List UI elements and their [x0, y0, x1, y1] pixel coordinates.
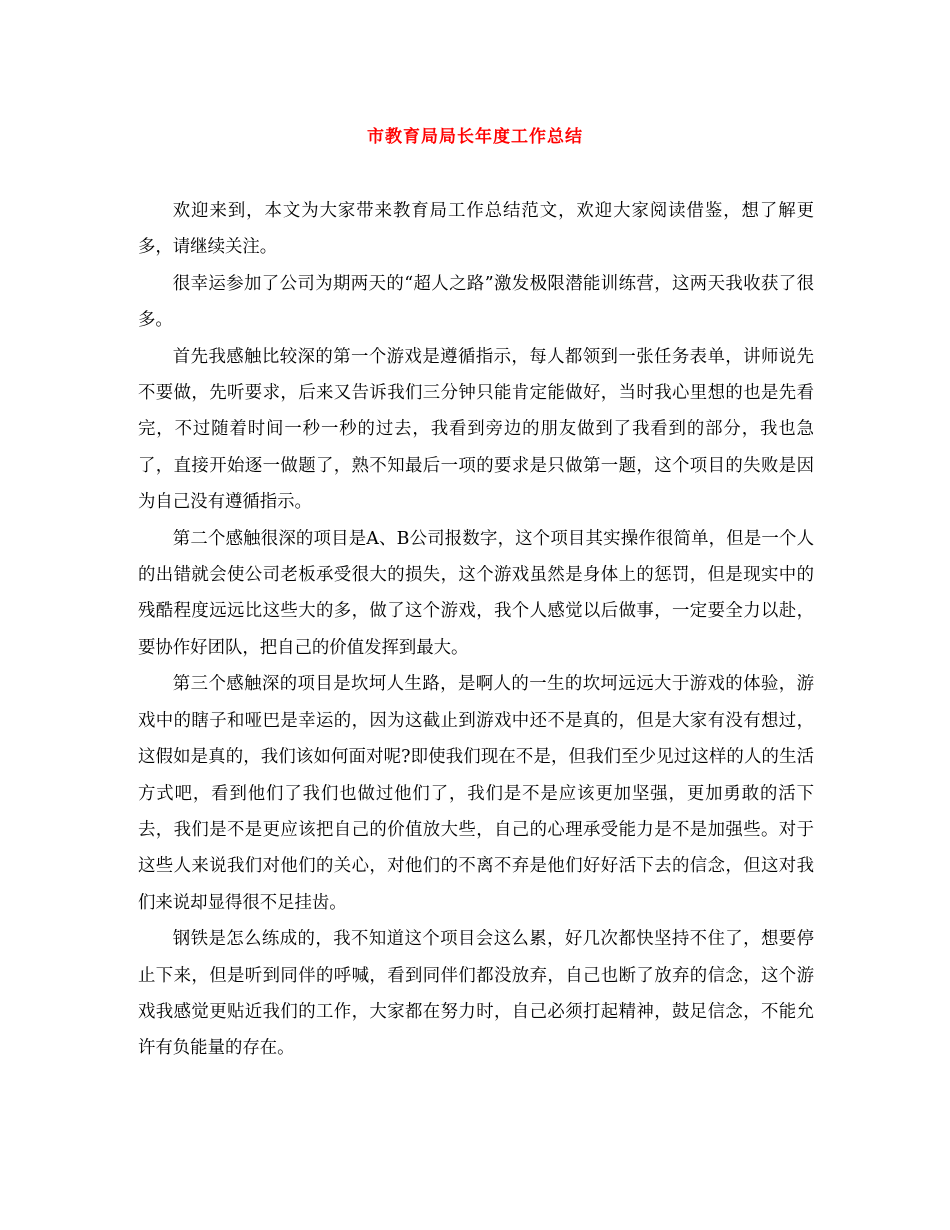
paragraph-report-numbers: 第二个感触很深的项目是A、B公司报数字，这个项目其实操作很简单，但是一个人的出错就会使公司老板承受很大的损失，这个游戏虽然是身体上的惩罚，但是现实中的残酷程度远远比这些大的多，做了这个游戏，我个人感觉以后做事，一定要全力以赴，要协作好团队，把自己的价值发挥到最大。 — [138, 528, 814, 658]
paragraph-steel-forged: 钢铁是怎么练成的，我不知道这个项目会这么累，好几次都快坚持不住了，想要停止下来，但是听到同伴的呼喊，看到同伴们都没放弃，自己也断了放弃的信念，这个游戏我感觉更贴近我们的工作，大家都在努力时，自己必须打起精神，鼓足信念，不能允许有负能量的存在。 — [138, 929, 814, 1059]
paragraph-intro: 欢迎来到，本文为大家带来教育局工作总结范文，欢迎大家阅读借鉴，想了解更多，请继续关注。 — [138, 201, 814, 258]
paragraph-training-camp: 很幸运参加了公司为期两天的“超人之路”激发极限潜能训练营，这两天我收获了很多。 — [138, 273, 814, 331]
document-title: 市教育局局长年度工作总结 — [367, 127, 583, 147]
document-body — [138, 193, 814, 1067]
paragraph-rough-road: 第三个感触深的项目是坎坷人生路，是啊人的一生的坎坷远远大于游戏的体验，游戏中的瞎子和哑巴是幸运的，因为这截止到游戏中还不是真的，但是大家有没有想过，这假如是真的，我们该如何面对呢?即使我们现在不是，但我们至少见过这样的人的生活方式吧，看到他们了我们也做过他们了，我们是不是应该更加坚强，更加勇敢的活下去，我们是不是更应该把自己的价值放大些，自己的心理承受能力是不是加强些。对于这些人来说我们对他们的关心，对他们的不离不弃是他们好好活下去的信念，但这对我们来说却显得很不足挂齿。 — [138, 674, 814, 913]
paragraph-follow-instructions: 首先我感触比较深的第一个游戏是遵循指示，每人都领到一张任务表单，讲师说先不要做，先听要求，后来又告诉我们三分钟只能肯定能做好，当时我心里想的也是先看完，不过随着时间一秒一秒的过去，我看到旁边的朋友做到了我看到的部分，我也急了，直接开始逐一做题了，熟不知最后一项的要求是只做第一题，这个项目的失败是因为自己没有遵循指示。 — [138, 346, 814, 513]
